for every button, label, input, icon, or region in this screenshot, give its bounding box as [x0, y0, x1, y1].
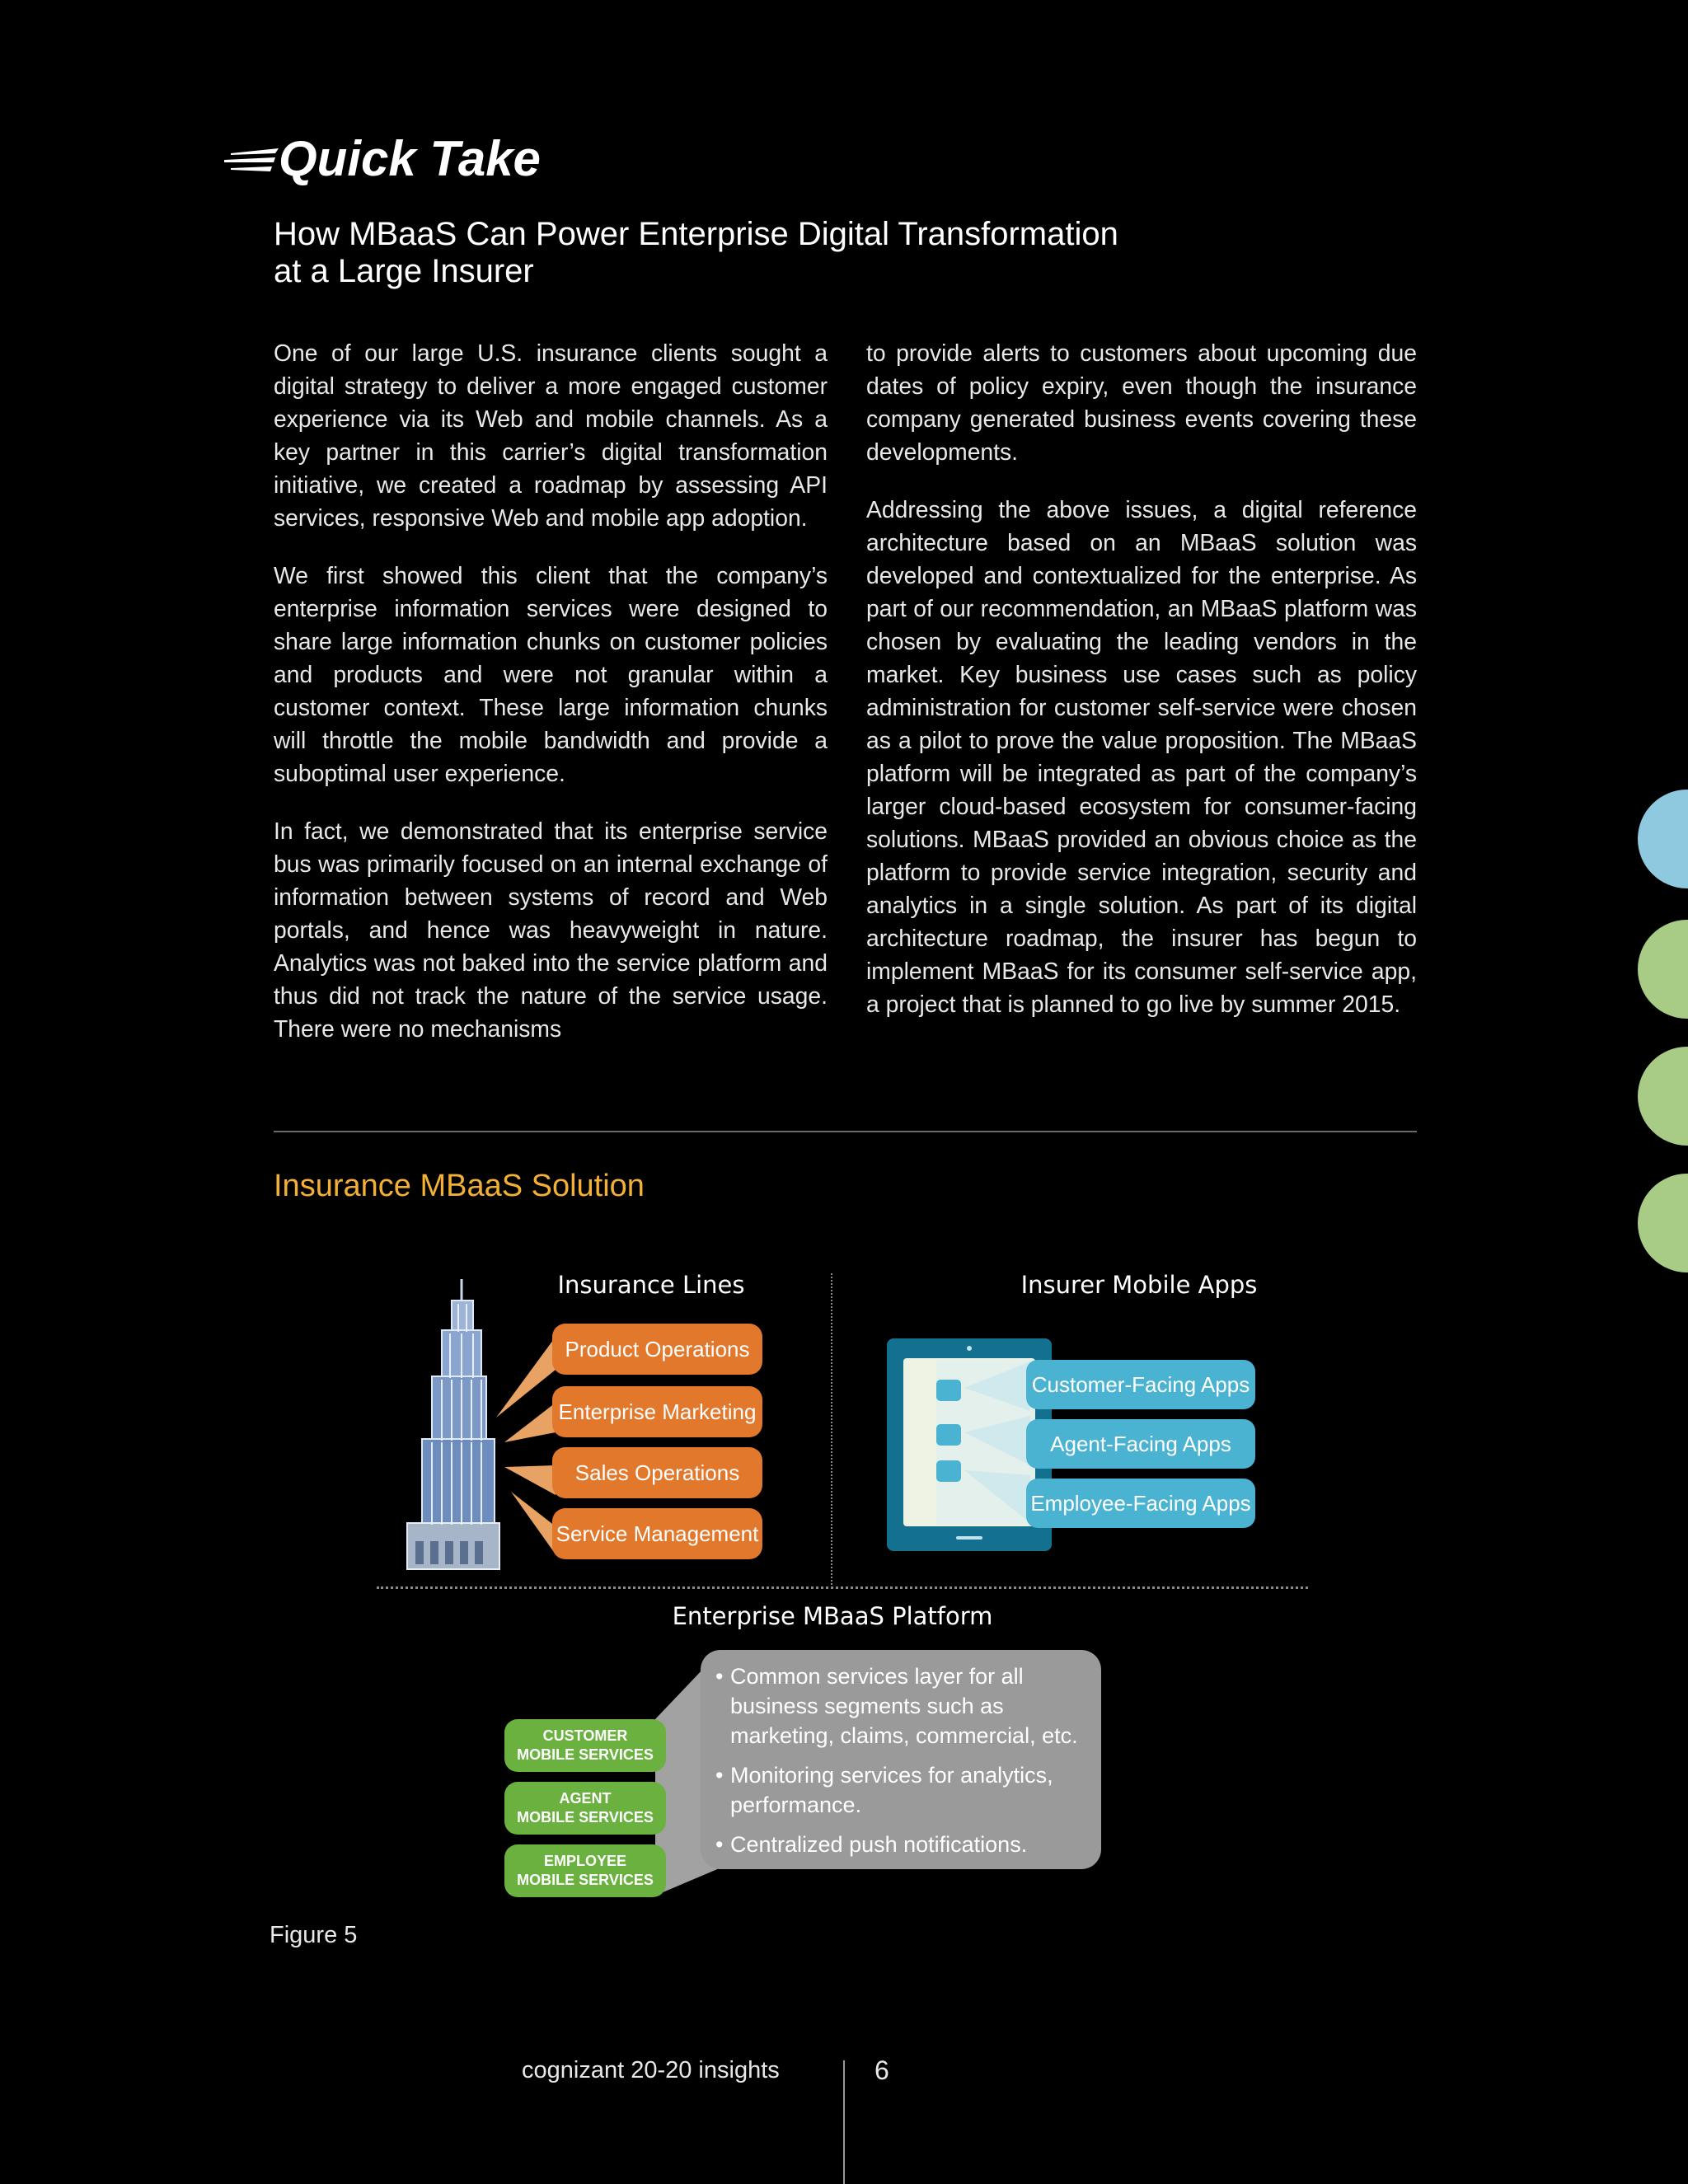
- section-divider: [274, 1131, 1417, 1132]
- article-title: [274, 216, 1304, 290]
- platform-bullets: [701, 1650, 1101, 1859]
- service-line: MOBILE SERVICES: [517, 1809, 654, 1825]
- quick-take-logo: Quick Take: [279, 131, 541, 186]
- insurance-lines-label: Insurance Lines: [557, 1271, 745, 1299]
- enterprise-mbaas-platform-label: Enterprise MBaaS Platform: [672, 1602, 993, 1630]
- insurance-line-product-operations: Product Operations: [552, 1324, 762, 1375]
- figure-caption: Figure 5: [270, 1922, 358, 1948]
- customer-mobile-services: [504, 1719, 666, 1772]
- insurance-line-enterprise-marketing: Enterprise Marketing: [552, 1386, 762, 1437]
- side-dot-green: [1638, 920, 1688, 1019]
- vertical-dotted-divider: [831, 1273, 832, 1585]
- skyscraper-icon: [401, 1279, 508, 1576]
- mobile-app-customer-facing: Customer-Facing Apps: [1026, 1360, 1255, 1409]
- service-line: MOBILE SERVICES: [517, 1872, 654, 1888]
- right-column: [866, 336, 1417, 1020]
- article-title-line-1: How MBaaS Can Power Enterprise Digital Transformation: [274, 216, 1118, 252]
- platform-bullet: • Centralized push notifications.: [715, 1830, 1086, 1859]
- speed-lines-icon: [224, 142, 282, 180]
- insurance-line-sales-operations: Sales Operations: [552, 1447, 762, 1498]
- insurer-mobile-apps-label: Insurer Mobile Apps: [1020, 1271, 1258, 1299]
- agent-mobile-services: [504, 1782, 666, 1835]
- service-line: AGENT: [559, 1790, 612, 1807]
- mobile-app-employee-facing: Employee-Facing Apps: [1026, 1479, 1255, 1528]
- service-line: CUSTOMER: [542, 1727, 628, 1744]
- platform-bullet: • Monitoring services for analytics, performance.: [715, 1760, 1086, 1820]
- horizontal-dotted-divider: [377, 1586, 1308, 1589]
- article-title-line-2: at a Large Insurer: [274, 253, 534, 289]
- left-column: [274, 336, 828, 1045]
- paragraph: to provide alerts to customers about upcoming due dates of policy expiry, even though the insurance company generated business events covering these developments.: [866, 340, 1417, 465]
- footer-separator: [843, 2060, 845, 2184]
- paragraph: We first showed this client that the company’s enterprise information services were designed to share large information chunks on customer policies and products and were not granular within a customer context. These large information chunks will throttle the mobile bandwidth and provide a suboptimal user experience.: [274, 562, 828, 786]
- platform-bullet: • Common services layer for all business segments such as marketing, claims, commercial, etc.: [715, 1661, 1086, 1750]
- side-dot-green: [1638, 1174, 1688, 1272]
- page-number: 6: [874, 2055, 889, 2085]
- paragraph: In fact, we demonstrated that its enterprise service bus was primarily focused on an internal exchange of information between systems of record and Web portals, and hence was heavyweight in nature. Analytics was not baked into the service platform and thus did not track the nature of the service usage. There were no mechanisms: [274, 818, 828, 1042]
- side-dot-blue: [1638, 790, 1688, 888]
- insurance-line-service-management: Service Management: [552, 1508, 762, 1559]
- service-line: EMPLOYEE: [543, 1853, 627, 1869]
- employee-mobile-services: [504, 1844, 666, 1897]
- paragraph: Addressing the above issues, a digital reference architecture based on an MBaaS solution was developed and contextualized for the enterprise. As part of our recommendation, an MBaaS platform was chosen by evaluating the leading vendors in the market. Key business use cases such as policy administration for customer self-service were chosen as a pilot to prove the value proposition. The MBaaS platform will be integrated as part of the company’s larger cloud-based ecosystem for consumer-facing solutions. MBaaS provided an obvious choice as the platform to provide service integration, security and analytics in a single solution. As part of its digital architecture roadmap, the insurer has begun to implement MBaaS for its consumer self-service app, a project that is planned to go live by summer 2015.: [866, 496, 1417, 1017]
- paragraph: One of our large U.S. insurance clients sought a digital strategy to deliver a more engaged customer experience via its Web and mobile channels. As a key partner in this carrier’s digital transformation initiative, we created a roadmap by assessing API services, responsive Web and mobile app adoption.: [274, 340, 828, 531]
- mobile-app-agent-facing: Agent-Facing Apps: [1026, 1419, 1255, 1469]
- section-title: Insurance MBaaS Solution: [274, 1169, 645, 1203]
- platform-capabilities-box: [701, 1650, 1101, 1869]
- footer-brand: cognizant 20-20 insights: [522, 2057, 780, 2083]
- service-line: MOBILE SERVICES: [517, 1746, 654, 1763]
- tablet-connectors: [964, 1360, 1030, 1525]
- side-dot-green: [1638, 1047, 1688, 1146]
